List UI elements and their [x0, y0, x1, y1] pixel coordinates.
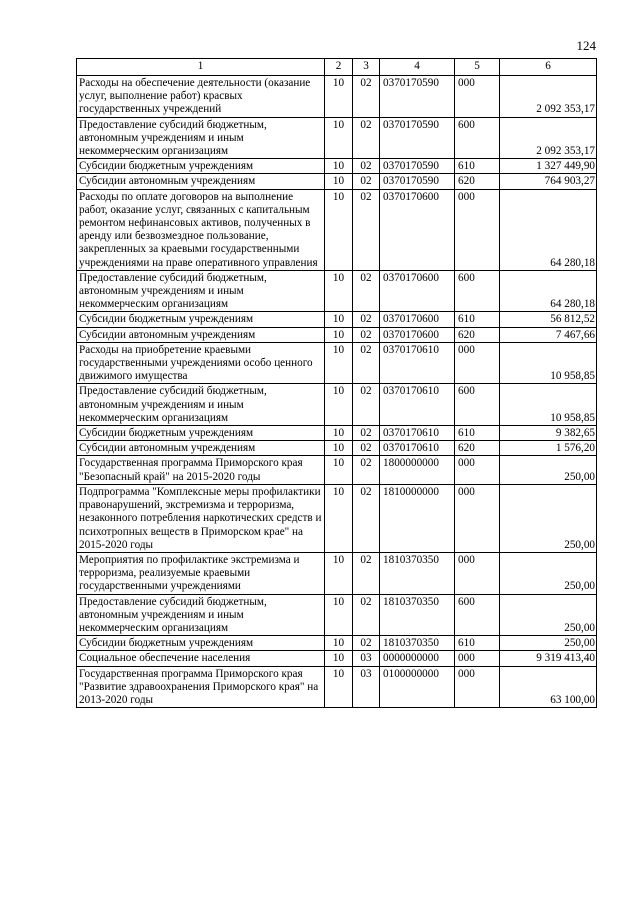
header-cell-expense-type: 5 [455, 59, 500, 76]
row-amount-cell: 1 327 449,90 [500, 159, 597, 174]
row-name-cell: Государственная программа Приморского края "Безопасный край" на 2015-2020 годы [77, 456, 325, 484]
row-subsection-cell: 02 [353, 327, 380, 342]
row-target-article-cell: 0370170590 [380, 174, 455, 189]
row-subsection-cell: 02 [353, 636, 380, 651]
table-row [77, 456, 597, 484]
row-name-cell: Предоставление субсидий бюджетным, автономным учреждениям и иным некоммерческим организациям [77, 117, 325, 159]
row-target-article-cell: 0100000000 [380, 666, 455, 708]
row-amount-cell: 63 100,00 [500, 666, 597, 708]
row-target-article-cell: 0370170610 [380, 426, 455, 441]
row-expense-type-cell: 610 [455, 636, 500, 651]
row-amount-cell: 64 280,18 [500, 270, 597, 312]
row-amount-cell: 250,00 [500, 552, 597, 594]
row-name-cell: Предоставление субсидий бюджетным, автономным учреждениям и иным некоммерческим организациям [77, 594, 325, 636]
row-target-article-cell: 0370170600 [380, 327, 455, 342]
row-expense-type-cell: 620 [455, 174, 500, 189]
row-section-cell: 10 [325, 327, 353, 342]
row-name-cell: Субсидии бюджетным учреждениям [77, 159, 325, 174]
table-row [77, 426, 597, 441]
row-section-cell: 10 [325, 342, 353, 384]
row-amount-cell: 250,00 [500, 636, 597, 651]
row-expense-type-cell: 600 [455, 384, 500, 426]
row-expense-type-cell: 000 [455, 651, 500, 666]
table-row [77, 117, 597, 159]
row-section-cell: 10 [325, 666, 353, 708]
row-subsection-cell: 02 [353, 552, 380, 594]
row-section-cell: 10 [325, 384, 353, 426]
row-amount-cell: 56 812,52 [500, 312, 597, 327]
row-name-cell: Предоставление субсидий бюджетным, автономным учреждениям и иным некоммерческим организациям [77, 384, 325, 426]
row-target-article-cell: 1810370350 [380, 552, 455, 594]
table-row [77, 174, 597, 189]
row-subsection-cell: 02 [353, 117, 380, 159]
row-expense-type-cell: 610 [455, 312, 500, 327]
table-body [77, 76, 597, 708]
row-subsection-cell: 02 [353, 174, 380, 189]
row-target-article-cell: 1800000000 [380, 456, 455, 484]
row-amount-cell: 10 958,85 [500, 384, 597, 426]
row-name-cell: Подпрограмма "Комплексные меры профилактики правонарушений, экстремизма и терроризма, незаконного потребления наркотических средств и психотропных веществ в Приморском крае" на 2015-2020 годы [77, 484, 325, 552]
row-amount-cell: 1 576,20 [500, 441, 597, 456]
row-section-cell: 10 [325, 117, 353, 159]
row-target-article-cell: 0370170610 [380, 441, 455, 456]
row-expense-type-cell: 610 [455, 159, 500, 174]
row-target-article-cell: 1810370350 [380, 594, 455, 636]
header-cell-section: 2 [325, 59, 353, 76]
row-subsection-cell: 02 [353, 270, 380, 312]
row-subsection-cell: 02 [353, 456, 380, 484]
table-row [77, 552, 597, 594]
row-expense-type-cell: 600 [455, 270, 500, 312]
row-amount-cell: 250,00 [500, 594, 597, 636]
table-row [77, 651, 597, 666]
row-name-cell: Социальное обеспечение населения [77, 651, 325, 666]
row-name-cell: Субсидии автономным учреждениям [77, 327, 325, 342]
row-subsection-cell: 02 [353, 594, 380, 636]
row-target-article-cell: 0370170590 [380, 117, 455, 159]
row-amount-cell: 7 467,66 [500, 327, 597, 342]
row-expense-type-cell: 000 [455, 552, 500, 594]
row-section-cell: 10 [325, 189, 353, 270]
row-amount-cell: 764 903,27 [500, 174, 597, 189]
row-name-cell: Субсидии автономным учреждениям [77, 174, 325, 189]
row-expense-type-cell: 000 [455, 76, 500, 118]
row-expense-type-cell: 000 [455, 456, 500, 484]
row-target-article-cell: 0370170600 [380, 312, 455, 327]
row-expense-type-cell: 000 [455, 189, 500, 270]
row-subsection-cell: 02 [353, 342, 380, 384]
budget-table [76, 58, 597, 708]
row-section-cell: 10 [325, 426, 353, 441]
table-row [77, 270, 597, 312]
row-subsection-cell: 02 [353, 441, 380, 456]
row-section-cell: 10 [325, 651, 353, 666]
row-section-cell: 10 [325, 270, 353, 312]
header-row [77, 59, 597, 76]
row-subsection-cell: 03 [353, 666, 380, 708]
row-subsection-cell: 02 [353, 189, 380, 270]
row-amount-cell: 250,00 [500, 484, 597, 552]
row-section-cell: 10 [325, 174, 353, 189]
row-target-article-cell: 0370170590 [380, 76, 455, 118]
row-target-article-cell: 1810370350 [380, 636, 455, 651]
row-subsection-cell: 03 [353, 651, 380, 666]
row-section-cell: 10 [325, 484, 353, 552]
row-section-cell: 10 [325, 552, 353, 594]
row-amount-cell: 2 092 353,17 [500, 117, 597, 159]
row-section-cell: 10 [325, 636, 353, 651]
row-amount-cell: 10 958,85 [500, 342, 597, 384]
row-target-article-cell: 0370170610 [380, 384, 455, 426]
table-row [77, 441, 597, 456]
row-subsection-cell: 02 [353, 159, 380, 174]
row-amount-cell: 9 319 413,40 [500, 651, 597, 666]
row-name-cell: Расходы на приобретение краевыми государственными учреждениями особо ценного движимого имущества [77, 342, 325, 384]
row-amount-cell: 2 092 353,17 [500, 76, 597, 118]
row-subsection-cell: 02 [353, 484, 380, 552]
table-row [77, 342, 597, 384]
header-cell-amount: 6 [500, 59, 597, 76]
row-target-article-cell: 0000000000 [380, 651, 455, 666]
row-subsection-cell: 02 [353, 426, 380, 441]
row-name-cell: Предоставление субсидий бюджетным, автономным учреждениям и иным некоммерческим организациям [77, 270, 325, 312]
row-expense-type-cell: 620 [455, 327, 500, 342]
row-expense-type-cell: 000 [455, 484, 500, 552]
row-target-article-cell: 0370170600 [380, 270, 455, 312]
table-row [77, 594, 597, 636]
row-name-cell: Государственная программа Приморского края "Развитие здравоохранения Приморского края" на 2013-2020 годы [77, 666, 325, 708]
row-name-cell: Субсидии автономным учреждениям [77, 441, 325, 456]
row-section-cell: 10 [325, 441, 353, 456]
table-row [77, 636, 597, 651]
table-row [77, 327, 597, 342]
table-row [77, 666, 597, 708]
header-cell-target-article: 4 [380, 59, 455, 76]
row-subsection-cell: 02 [353, 384, 380, 426]
table-row [77, 484, 597, 552]
row-expense-type-cell: 600 [455, 117, 500, 159]
header-cell-name: 1 [77, 59, 325, 76]
row-expense-type-cell: 000 [455, 342, 500, 384]
row-name-cell: Расходы на обеспечение деятельности (оказание услуг, выполнение работ) красвых государственных учреждений [77, 76, 325, 118]
row-section-cell: 10 [325, 159, 353, 174]
header-cell-subsection: 3 [353, 59, 380, 76]
row-amount-cell: 250,00 [500, 456, 597, 484]
row-target-article-cell: 1810000000 [380, 484, 455, 552]
row-expense-type-cell: 600 [455, 594, 500, 636]
table-row [77, 76, 597, 118]
row-amount-cell: 64 280,18 [500, 189, 597, 270]
table-row [77, 189, 597, 270]
row-amount-cell: 9 382,65 [500, 426, 597, 441]
row-name-cell: Субсидии бюджетным учреждениям [77, 636, 325, 651]
row-name-cell: Субсидии бюджетным учреждениям [77, 312, 325, 327]
row-section-cell: 10 [325, 456, 353, 484]
row-target-article-cell: 0370170590 [380, 159, 455, 174]
row-expense-type-cell: 620 [455, 441, 500, 456]
table-row [77, 384, 597, 426]
table-row [77, 312, 597, 327]
row-section-cell: 10 [325, 594, 353, 636]
row-name-cell: Мероприятия по профилактике экстремизма и терроризма, реализуемые краевыми государственными учреждениями [77, 552, 325, 594]
row-subsection-cell: 02 [353, 76, 380, 118]
table-row [77, 159, 597, 174]
row-expense-type-cell: 610 [455, 426, 500, 441]
row-target-article-cell: 0370170600 [380, 189, 455, 270]
row-expense-type-cell: 000 [455, 666, 500, 708]
row-subsection-cell: 02 [353, 312, 380, 327]
row-name-cell: Расходы по оплате договоров на выполнение работ, оказание услуг, связанных с капитальным ремонтом нефинансовых активов, полученных в аренду или безвозмездное пользование, закрепленных за краевыми государственными учреждениями на праве оперативного управления [77, 189, 325, 270]
row-name-cell: Субсидии бюджетным учреждениям [77, 426, 325, 441]
row-section-cell: 10 [325, 76, 353, 118]
page-number: 124 [576, 38, 596, 53]
row-section-cell: 10 [325, 312, 353, 327]
row-target-article-cell: 0370170610 [380, 342, 455, 384]
